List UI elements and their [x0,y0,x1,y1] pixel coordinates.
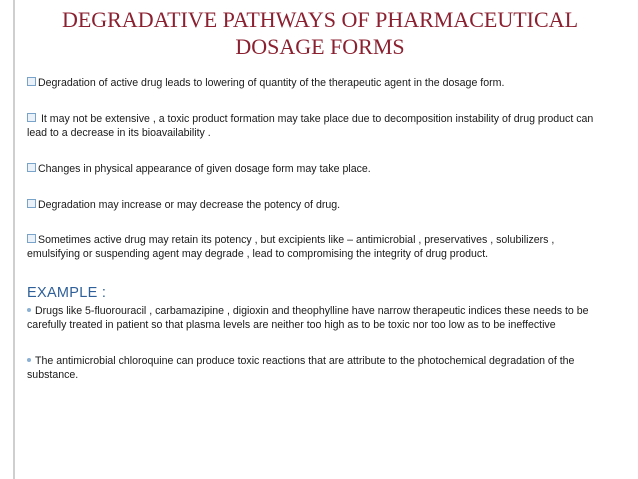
bullet-item: Sometimes active drug may retain its potency , but excipients like – antimicrobial , preservatives , solubilizers , emulsifying or suspending agent may degrade , lead to compromising the integrity of drug product. [27,234,555,260]
title-line-1: DEGRADATIVE PATHWAYS OF PHARMACEUTICAL [61,7,579,32]
dot-bullet-icon [27,358,31,362]
example-item: Drugs like 5-fluorouracil , carbamazipine , digioxin and theophylline have narrow therapeutic indices these needs to be carefully treated in patient so that plasma levels are neither too high as to be toxic nor too low as to be ineffective [27,305,589,331]
checkbox-bullet-icon [27,77,36,86]
example-item: The antimicrobial chloroquine can produce toxic reactions that are attribute to the photochemical degradation of the substance. [27,355,575,381]
title-line-2: DOSAGE FORMS [235,34,405,59]
left-border-line [13,0,15,479]
slide-content [27,76,607,382]
page-title [40,6,600,60]
checkbox-bullet-icon [27,163,36,172]
checkbox-bullet-icon [27,199,36,208]
checkbox-bullet-icon [27,113,36,122]
bullet-item: It may not be extensive , a toxic product formation may take place due to decomposition instability of drug product can lead to a decrease in its bioavailability . [27,113,594,139]
bullet-item: Changes in physical appearance of given dosage form may take place. [27,162,607,176]
bullet-item: Degradation may increase or may decrease the potency of drug. [27,198,607,212]
example-heading: EXAMPLE : [27,285,107,301]
dot-bullet-icon [27,308,31,312]
bullet-item: Degradation of active drug leads to lowering of quantity of the therapeutic agent in the dosage form. [27,76,607,90]
checkbox-bullet-icon [27,234,36,243]
